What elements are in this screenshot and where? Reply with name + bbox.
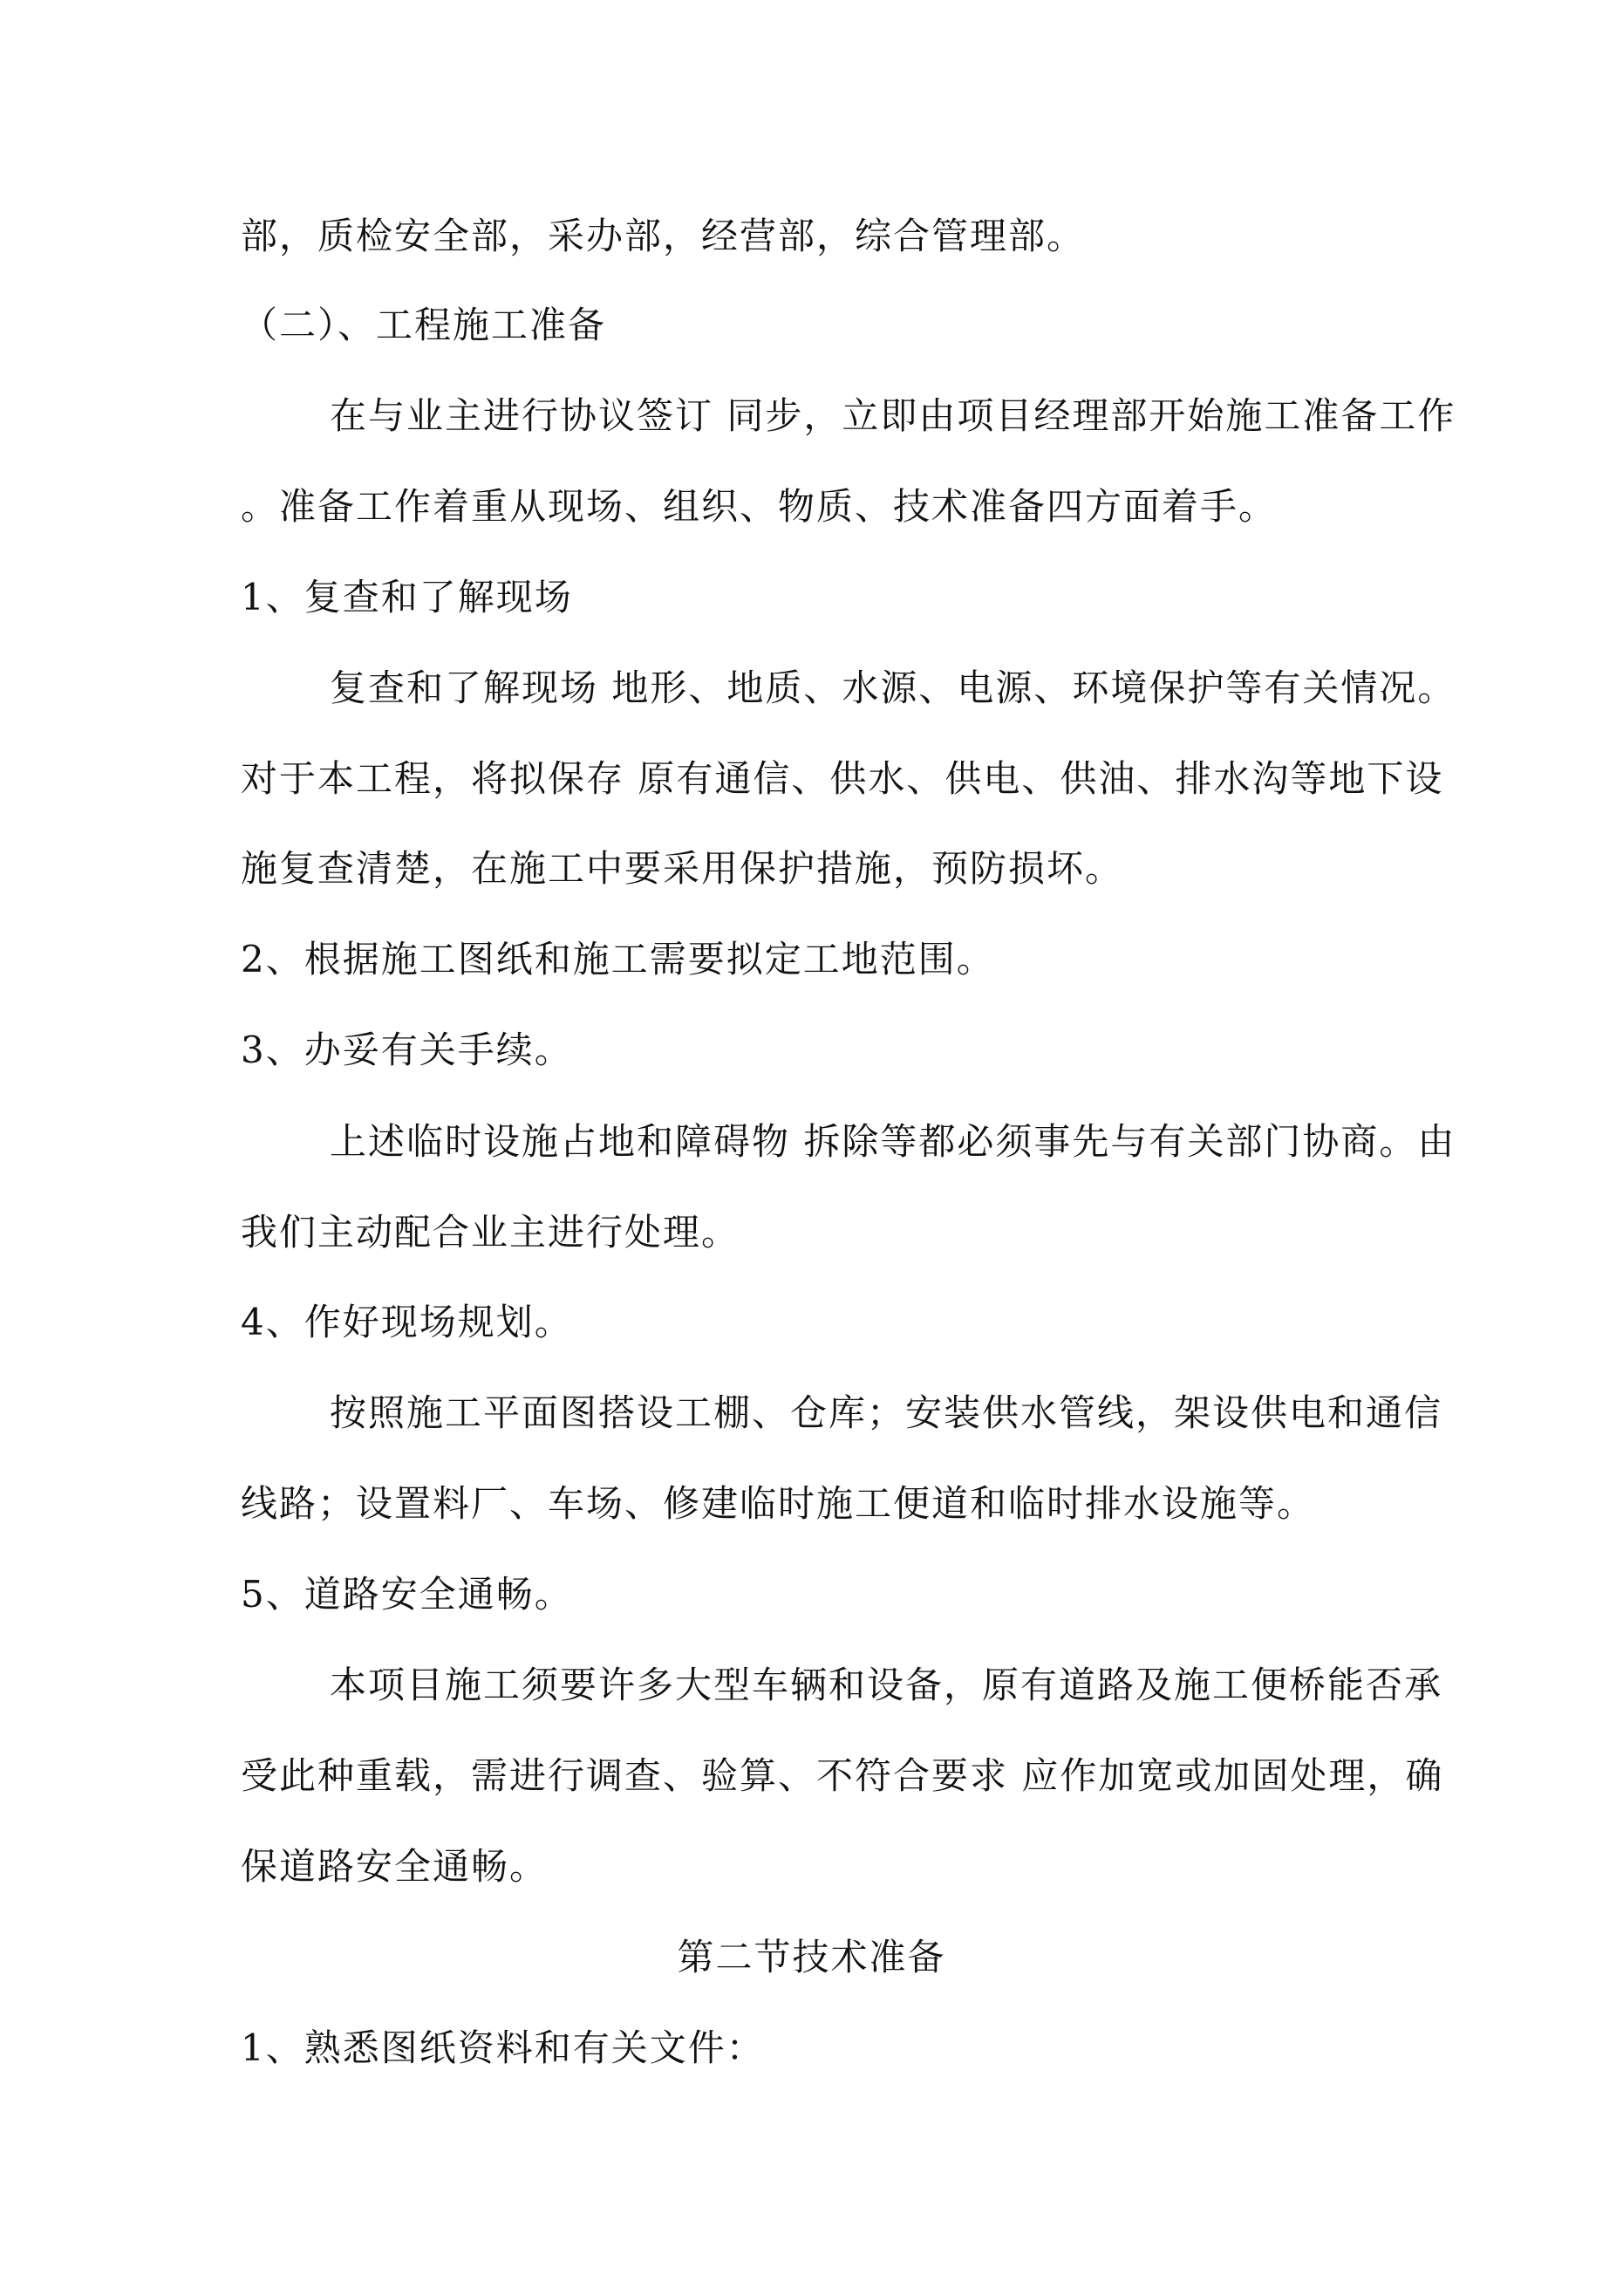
paragraph-line: 施复查清楚，在施工中要采用保护措施，预防损坏。 xyxy=(241,847,1124,890)
paragraph-line: 本项目施工须要许多大型车辆和设备，原有道路及施工便桥能否承 xyxy=(330,1664,1443,1706)
paragraph-line: 。准备工作着重从现场、组织、物质、技术准备四方面着手。 xyxy=(241,485,1278,528)
list-heading: 5、道路安全通畅。 xyxy=(241,1573,573,1616)
paragraph-line: 对于本工程，将拟保存 原有通信、供水、供电、供油、排水沟等地下设 xyxy=(241,757,1444,800)
list-heading: 2、根据施工图纸和施工需要拟定工地范围。 xyxy=(241,938,995,981)
paragraph-line: 在与业主进行协议签订 同步，立即由项目经理部开始施工准备工作 xyxy=(330,394,1456,437)
section-title: 第二节技术准备 xyxy=(677,1936,946,1978)
list-heading: 4、作好现场规划。 xyxy=(241,1301,573,1343)
paragraph-line: 上述临时设施占地和障碍物 拆除等都必须事先与有关部门协商。由 xyxy=(330,1120,1456,1163)
section-heading: （二）、工程施工准备 xyxy=(241,304,607,346)
list-heading: 1、复查和了解现场 xyxy=(241,576,573,618)
paragraph-line: 我们主动配合业主进行处理。 xyxy=(241,1211,740,1254)
paragraph-line: 受此种重载，需进行调查、验算、不符合要求 应作加宽或加固处理，确 xyxy=(241,1754,1444,1797)
paragraph-line: 复查和了解现场 地形、地质、水源、电源、环境保护等有关情况。 xyxy=(330,666,1456,709)
paragraph-line: 线路；设置料厂、车场、修建临时施工便道和临时排水设施等。 xyxy=(241,1482,1316,1525)
list-heading: 1、熟悉图纸资料和有关文件： xyxy=(241,2026,765,2069)
paragraph-line: 保道路安全通畅。 xyxy=(241,1845,549,1888)
paragraph-line: 按照施工平面图搭设工棚、仓库；安装供水管线，架设供电和通信 xyxy=(330,1391,1443,1434)
list-heading: 3、办妥有关手续。 xyxy=(241,1028,573,1071)
paragraph-line: 部，质检安全部，采办部，经营部，综合管理部。 xyxy=(241,215,1086,257)
